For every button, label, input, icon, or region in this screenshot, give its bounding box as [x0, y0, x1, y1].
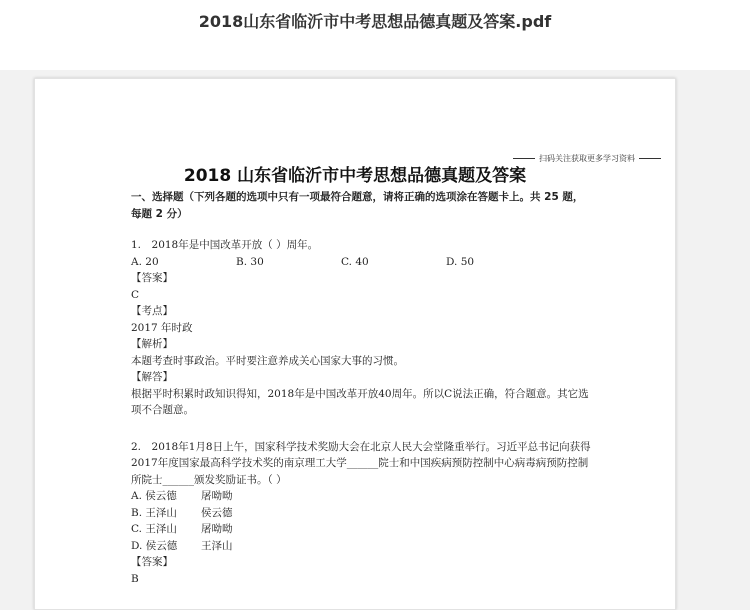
viewer-header: [0, 0, 750, 70]
section-heading: 一、选择题（下列各题的选项中只有一项最符合题意，请将正确的选项涂在答题卡上。共 25 题，每题 2 分）: [131, 191, 584, 220]
option-c: [131, 521, 591, 538]
answer-value: C: [131, 288, 140, 301]
question-stem: 2. 2018年1月8日上午，国家科学技术奖励大会在北京人民大会堂隆重举行。习近平总书记向获得2017年度国家最高科学技术奖的南京理工大学______院士和中国疾病预防控制中心病毒病预防控制所院士______颁发奖励证书。（ ）: [131, 440, 591, 486]
question-2: [131, 439, 591, 588]
option-a-second: 屠呦呦: [201, 490, 233, 502]
option-b: [131, 505, 591, 522]
point-value: 2017 年时政: [131, 321, 193, 334]
analysis-text: 本题考查时事政治。平时要注意养成关心国家大事的习惯。: [131, 354, 404, 367]
question-1: [131, 237, 591, 419]
answer-value: B: [131, 572, 139, 585]
spacer: [131, 419, 591, 439]
answer-label: 【答案】: [131, 556, 173, 568]
option-c: C. 40: [341, 255, 369, 268]
option-d: D. 50: [446, 255, 475, 268]
option-b: B. 30: [236, 255, 264, 268]
option-d-second: 王泽山: [201, 539, 233, 552]
option-a: A. 20: [131, 255, 159, 268]
file-title: 2018山东省临沂市中考思想品德真题及答案.pdf: [198, 12, 552, 31]
question-stem: 1. 2018年是中国改革开放（ ）周年。: [131, 239, 319, 251]
page-content: [131, 189, 591, 587]
answer-label: 【答案】: [131, 272, 173, 284]
option-d-first: D. 侯云德: [131, 539, 178, 552]
option-a-first: A. 侯云德: [131, 490, 177, 502]
solution-text: 根据平时积累时政知识得知，2018年是中国改革开放40周年。所以C说法正确，符合题意。其它选项不合题意。: [131, 387, 589, 416]
rule-left: [513, 158, 535, 159]
option-d: [131, 538, 591, 555]
header-note-text: 扫码关注获取更多学习资料: [539, 154, 635, 163]
option-b-second: 侯云德: [201, 506, 233, 519]
option-b-first: B. 王泽山: [131, 506, 177, 519]
analysis-label: 【解析】: [131, 338, 173, 350]
page-title: 2018 山东省临沂市中考思想品德真题及答案: [183, 166, 527, 186]
option-a: [131, 488, 591, 505]
option-list: [131, 488, 591, 554]
option-c-second: 屠呦呦: [201, 523, 233, 535]
pdf-page: [34, 78, 676, 610]
option-row: [131, 254, 551, 271]
option-c-first: C. 王泽山: [131, 523, 177, 535]
solution-label: 【解答】: [131, 371, 173, 383]
rule-right: [639, 158, 661, 159]
point-label: 【考点】: [131, 305, 173, 317]
